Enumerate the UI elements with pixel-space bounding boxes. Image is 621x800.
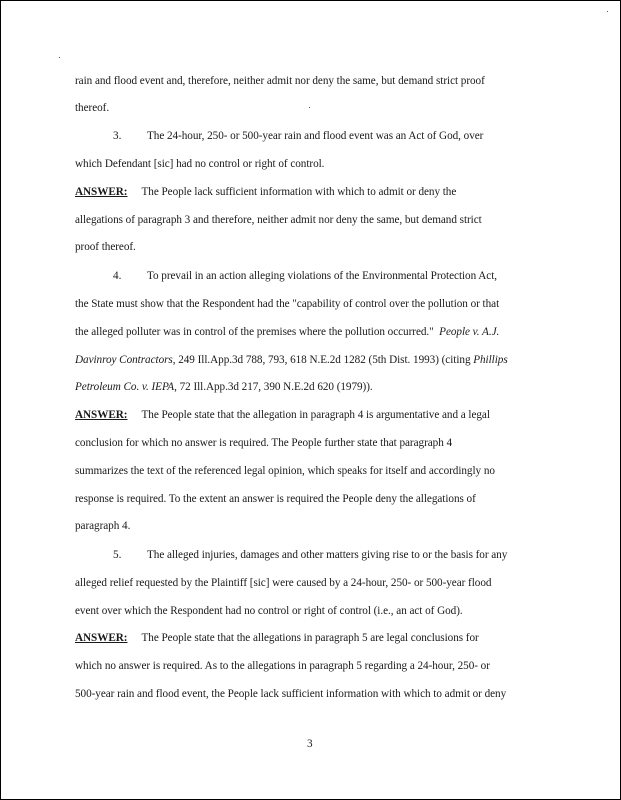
case-citation: Phillips xyxy=(473,354,508,366)
body-line: the State must show that the Respondent had the "capability of control over the pollution or that xyxy=(75,298,500,310)
answer-label: ANSWER: xyxy=(75,409,128,421)
answer-label: ANSWER: xyxy=(75,186,128,198)
scan-speck xyxy=(59,57,60,58)
paragraph-number: 3. xyxy=(113,130,122,142)
paragraph-number: 5. xyxy=(113,549,122,561)
citation-text: , 72 Ill.App.3d 217, 390 N.E.2d 620 (1979)). xyxy=(174,381,373,393)
body-line: which no answer is required. As to the allegations in paragraph 5 regarding a 24-hour, 250- or xyxy=(75,660,490,672)
body-line: The alleged injuries, damages and other matters giving rise to or the basis for any xyxy=(147,549,508,561)
citation-text: , 249 Ill.App.3d 788, 793, 618 N.E.2d 1282 (5th Dist. 1993) (citing xyxy=(172,354,471,366)
body-line: paragraph 4. xyxy=(75,520,131,532)
answer-line xyxy=(75,631,479,645)
case-citation: Petroleum Co. v. IEPA xyxy=(75,381,175,393)
answer-label: ANSWER: xyxy=(75,632,128,644)
body-line: 500-year rain and flood event, the People lack sufficient information with which to admit or deny xyxy=(75,688,507,700)
answer-text: The People lack sufficient information with which to admit or deny the xyxy=(141,186,457,198)
paragraph-number: 4. xyxy=(113,270,122,282)
page-number: 3 xyxy=(307,738,313,750)
scan-speck xyxy=(309,107,310,108)
body-line: which Defendant [sic] had no control or right of control. xyxy=(75,158,325,170)
answer-text: The People state that the allegation in paragraph 4 is argumentative and a legal xyxy=(141,409,490,421)
body-line xyxy=(75,380,373,394)
body-line: To prevail in an action alleging violations of the Environmental Protection Act, xyxy=(147,270,498,282)
body-line: response is required. To the extent an answer is required the People deny the allegations of xyxy=(75,493,476,505)
case-citation: People v. A.J. xyxy=(439,326,500,338)
body-line: conclusion for which no answer is required. The People further state that paragraph 4 xyxy=(75,437,453,449)
body-line: summarizes the text of the referenced legal opinion, which speaks for itself and accordingly no xyxy=(75,465,495,477)
body-line: rain and flood event and, therefore, neither admit nor deny the same, but demand strict proof xyxy=(75,75,485,87)
body-line: thereof. xyxy=(75,102,110,114)
answer-text: The People state that the allegations in paragraph 5 are legal conclusions for xyxy=(141,632,479,644)
answer-line xyxy=(75,185,456,199)
body-line: allegations of paragraph 3 and therefore, neither admit nor deny the same, but demand strict xyxy=(75,214,482,226)
case-citation: Davinroy Contractors xyxy=(75,354,173,366)
body-line: event over which the Respondent had no control or right of control (i.e., an act of God). xyxy=(75,605,463,617)
body-line: proof thereof. xyxy=(75,241,136,253)
answer-line xyxy=(75,408,490,422)
body-line xyxy=(75,325,499,339)
body-text: the alleged polluter was in control of the premises where the pollution occurred." xyxy=(75,326,434,338)
body-line: The 24-hour, 250- or 500-year rain and flood event was an Act of God, over xyxy=(147,130,484,142)
body-line: alleged relief requested by the Plaintiff [sic] were caused by a 24-hour, 250- or 500-year flood xyxy=(75,577,492,589)
scan-speck xyxy=(607,11,608,12)
body-line xyxy=(75,353,508,367)
